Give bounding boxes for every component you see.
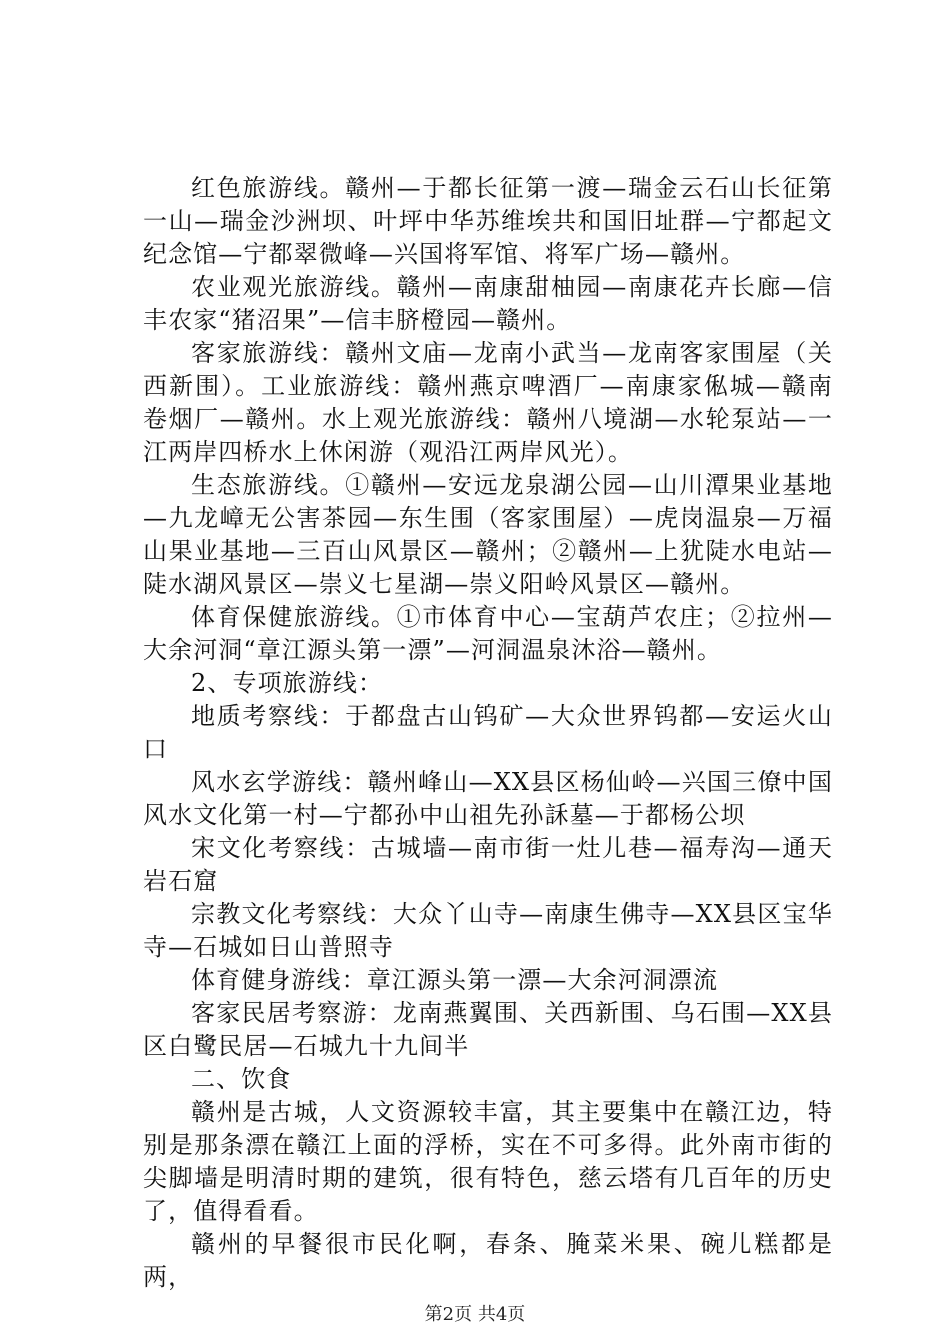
paragraph-fengshui-line: 风水玄学游线：赣州峰山—XX县区杨仙岭—兴国三僚中国风水文化第一村—宁都孙中山祖先孙訸墓—于都杨公坝 — [143, 768, 833, 829]
paragraph-ganzhou-city: 赣州是古城，人文资源较丰富，其主要集中在赣江边，特别是那条漂在赣江上面的浮桥，实在不可多得。此外南市街的尖脚墙是明清时期的建筑，很有特色，慈云塔有几百年的历史了，值得看看。 — [143, 1098, 833, 1225]
paragraph-breakfast: 赣州的早餐很市民化啊，春条、腌菜米果、碗儿糕都是两， — [143, 1230, 833, 1291]
paragraph-fitness-line: 体育健身游线：章江源头第一漂—大余河洞漂流 — [191, 966, 719, 994]
paragraph-song-culture-line: 宋文化考察线：古城墙—南市街一灶儿巷—福寿沟—通天岩石窟 — [143, 834, 833, 895]
paragraph-religion-line: 宗教文化考察线：大众丫山寺—南康生佛寺—XX县区宝华寺—石城如日山普照寺 — [143, 900, 833, 961]
paragraph-red-tour: 红色旅游线。赣州—于都长征第一渡—瑞金云石山长征第一山—瑞金沙洲坝、叶坪中华苏维埃共和国旧址群—宁都起文纪念馆—宁都翠微峰—兴国将军馆、将军广场—赣州。 — [143, 174, 833, 268]
page-number: 第2页 共4页 — [424, 1304, 526, 1325]
paragraph-hakka-dwelling-line: 客家民居考察游：龙南燕翼围、关西新围、乌石围—XX县区白鹭民居—石城九十九间半 — [143, 999, 833, 1060]
body-text — [143, 172, 833, 1294]
paragraph-hakka-tour: 客家旅游线：赣州文庙—龙南小武当—龙南客家围屋（关西新围）。工业旅游线：赣州燕京啤酒厂—南康家俬城—赣南卷烟厂—赣州。水上观光旅游线：赣州八境湖—水轮泵站—一江两岸四桥水上休闲游（观沿江两岸风光）。 — [143, 339, 833, 466]
paragraph-agri-tour: 农业观光旅游线。赣州—南康甜柚园—南康花卉长廊—信丰农家“猪沼果”—信丰脐橙园—赣州。 — [143, 273, 833, 334]
section-heading-special-tours: 2、专项旅游线： — [191, 669, 384, 697]
section-heading-food: 二、饮食 — [191, 1065, 292, 1093]
paragraph-eco-tour: 生态旅游线。①赣州—安远龙泉湖公园—山川潭果业基地—九龙嶂无公害茶园—东生围（客家围屋）—虎岗温泉—万福山果业基地—三百山风景区—赣州；②赣州—上犹陡水电站—陡水湖风景区—崇义七星湖—崇义阳岭风景区—赣州。 — [143, 471, 833, 598]
paragraph-sports-tour: 体育保健旅游线。①市体育中心—宝葫芦农庄；②拉州—大余河洞“章江源头第一漂”—河洞温泉沐浴—赣州。 — [143, 603, 833, 664]
paragraph-geology-line: 地质考察线：于都盘古山钨矿—大众世界钨都—安运火山口 — [143, 702, 833, 763]
